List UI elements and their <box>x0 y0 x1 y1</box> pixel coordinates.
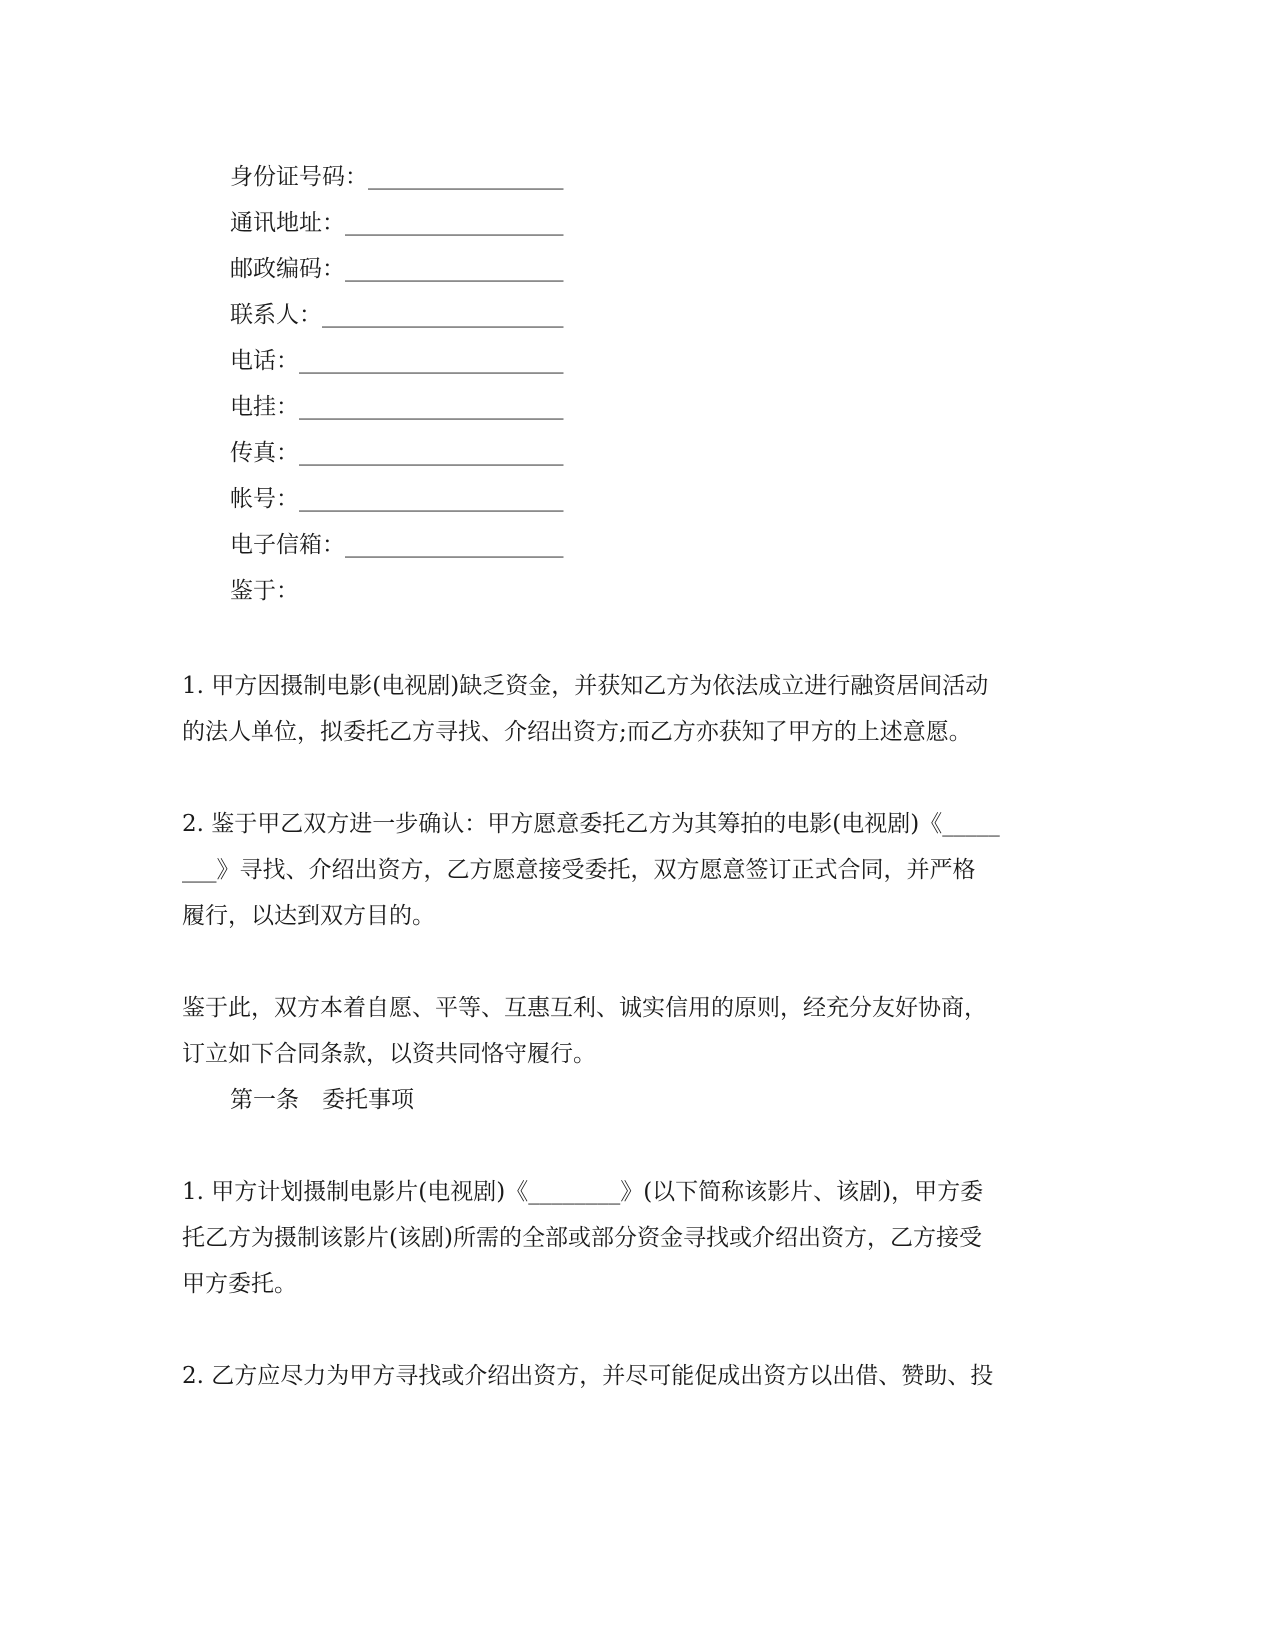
recital-1-line-1: 1. 甲方因摄制电影(电视剧)缺乏资金，并获知乙方为依法成立进行融资居间活动 <box>182 673 989 699</box>
field-fax <box>230 438 564 468</box>
field-label: 联系人： <box>230 302 322 328</box>
field-postcode <box>230 254 564 284</box>
field-blank: _______________________ <box>299 348 564 374</box>
field-blank: ___________________ <box>345 210 564 236</box>
recital-1-line-2: 的法人单位，拟委托乙方寻找、介绍出资方;而乙方亦获知了甲方的上述意愿。 <box>182 719 972 745</box>
agreement-line-2: 订立如下合同条款，以资共同恪守履行。 <box>182 1041 596 1067</box>
clause-1-line-1: 1. 甲方计划摄制电影片(电视剧)《________》(以下简称该影片、该剧)，甲方委 <box>182 1179 984 1205</box>
field-blank: _______________________ <box>299 394 564 420</box>
field-phone <box>230 346 564 376</box>
field-blank: ___________________ <box>345 256 564 282</box>
field-label: 通讯地址： <box>230 210 345 236</box>
field-email <box>230 530 564 560</box>
field-label: 传真： <box>230 440 299 466</box>
clause-2-line-1: 2. 乙方应尽力为甲方寻找或介绍出资方，并尽可能促成出资方以出借、赞助、投 <box>182 1363 994 1389</box>
clause-1-line-3: 甲方委托。 <box>182 1271 297 1297</box>
field-blank: _____________________ <box>322 302 564 328</box>
agreement-line-1: 鉴于此，双方本着自愿、平等、互惠互利、诚实信用的原则，经充分友好协商， <box>182 995 987 1021</box>
field-label: 电话： <box>230 348 299 374</box>
whereas-heading: 鉴于： <box>230 578 299 604</box>
field-blank: ___________________ <box>345 532 564 558</box>
field-label: 电子信箱： <box>230 532 345 558</box>
field-blank: _________________ <box>368 164 564 190</box>
field-account <box>230 484 564 514</box>
field-label: 电挂： <box>230 394 299 420</box>
recital-2-line-2: ___》寻找、介绍出资方，乙方愿意接受委托，双方愿意签订正式合同，并严格 <box>182 857 976 883</box>
field-blank: _______________________ <box>299 486 564 512</box>
field-address <box>230 208 564 238</box>
recital-2-line-3: 履行，以达到双方目的。 <box>182 903 435 929</box>
field-label: 帐号： <box>230 486 299 512</box>
field-label: 身份证号码： <box>230 164 368 190</box>
clause-1-line-2: 托乙方为摄制该影片(该剧)所需的全部或部分资金寻找或介绍出资方，乙方接受 <box>182 1225 982 1251</box>
field-blank: _______________________ <box>299 440 564 466</box>
recital-2-line-1: 2. 鉴于甲乙双方进一步确认：甲方愿意委托乙方为其筹拍的电影(电视剧)《_____ <box>182 811 1000 837</box>
field-label: 邮政编码： <box>230 256 345 282</box>
article-1-heading: 第一条 委托事项 <box>230 1087 414 1113</box>
field-id-number <box>230 162 564 192</box>
field-telegraph <box>230 392 564 422</box>
field-contact-person <box>230 300 564 330</box>
